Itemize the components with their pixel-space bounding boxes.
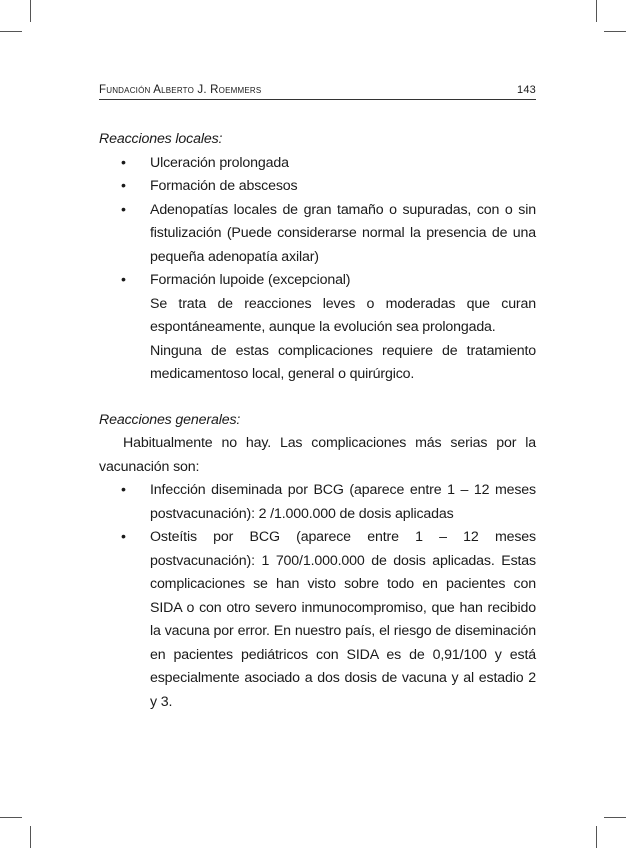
local-note-paragraph: Se trata de reacciones leves o moderadas que curan espontáneamente, aunque la evolución sea prolongada. xyxy=(150,295,536,335)
bullet-icon: • xyxy=(121,529,126,545)
local-note-paragraph: Ninguna de estas complicaciones requiere de tratamiento medicamentoso local, general o quirúrgico. xyxy=(150,342,536,382)
crop-mark-top-right-horizontal xyxy=(604,31,626,32)
crop-mark-top-left-vertical xyxy=(30,0,31,22)
list-item-text: Adenopatías locales de gran tamaño o supuradas, con o sin fistulización (Puede considerarse normal la presencia de una pequeña adenopatía axilar) xyxy=(150,201,536,265)
bullet-icon: • xyxy=(121,154,126,171)
general-reactions-list xyxy=(99,479,536,714)
publisher-name: Fundación Alberto J. Roemmers xyxy=(99,84,262,96)
list-item xyxy=(99,199,536,270)
bullet-icon: • xyxy=(121,178,126,194)
page-body xyxy=(99,128,536,714)
crop-mark-bottom-right-horizontal xyxy=(604,817,626,818)
general-intro-paragraph: Habitualmente no hay. Las complicaciones más serias por la vacunación son: xyxy=(99,435,536,475)
list-item xyxy=(99,269,536,293)
bullet-icon: • xyxy=(121,482,126,498)
crop-mark-top-left-horizontal xyxy=(0,31,22,32)
list-item-text: Infección diseminada por BCG (aparece entre 1 – 12 meses postvacunación): 2 /1.000.000 de dosis aplicadas xyxy=(150,482,536,522)
general-reactions-heading: Reacciones generales: xyxy=(99,411,241,428)
page-number: 143 xyxy=(517,84,536,96)
bullet-icon: • xyxy=(121,272,126,288)
crop-mark-bottom-left-vertical xyxy=(30,826,31,848)
list-item-text: Formación lupoide (excepcional) xyxy=(150,272,351,288)
local-reactions-list xyxy=(99,152,536,293)
list-item-text: Osteítis por BCG (aparece entre 1 – 12 meses postvacunación): 1 700/1.000.000 de dosis aplicadas. Estas complicaciones se han visto sobre todo en pacientes con SIDA o con otro severo inmunocompromiso, que han recibido la vacuna por error. En nuestro país, el riesgo de diseminación en pacientes pediátricos con SIDA es de 0,91/100 y está especialmente asociado a dos dosis de vacuna y al estadio 2 y 3. xyxy=(150,529,536,710)
list-item-text: Ulceración prolongada xyxy=(150,154,289,171)
local-reactions-heading: Reacciones locales: xyxy=(99,131,223,147)
list-item xyxy=(99,175,536,199)
list-item xyxy=(99,479,536,526)
crop-mark-bottom-left-horizontal xyxy=(0,817,22,818)
crop-mark-top-right-vertical xyxy=(596,0,597,22)
list-item-text: Formación de abscesos xyxy=(150,178,298,194)
list-item xyxy=(99,152,536,176)
running-header xyxy=(99,82,536,100)
list-item xyxy=(99,526,536,714)
crop-mark-bottom-right-vertical xyxy=(596,826,597,848)
bullet-icon: • xyxy=(121,201,126,218)
